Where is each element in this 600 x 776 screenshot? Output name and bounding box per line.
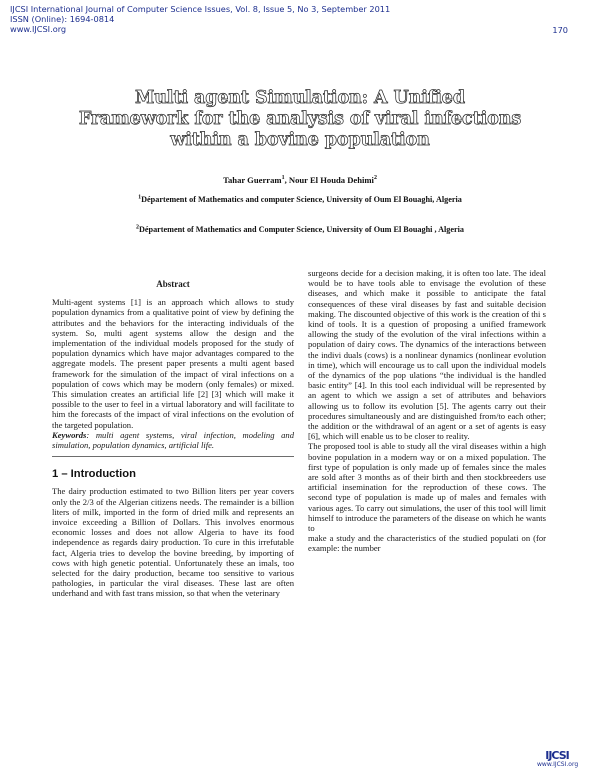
author-name: Nour El Houda Dehimi	[288, 175, 374, 185]
abstract-body: Multi-agent systems [1] is an approach which allows to study population dynamics from a qualitative point of view by defining the attributes and the behaviors for the interacting individuals of the system. So, multi agent systems allow the design and the implementation of the individual models proposed for the study of population dynamics which have major advantages compared to the aggregate models. The present paper presents a multi agent based framework for the simulation of the impact of viral infections on a population of cows which may be modern (only females) or mixed. This simulation creates an artificial life [2] [3] which will make it possible to the user to feel in a virtual laboratory and will facilitate to him the forecasts of the impact of viral infections on the evolution of the targeted population.	[52, 297, 294, 430]
author-separator: ,	[284, 175, 289, 185]
author-name: Tahar Guerram	[223, 175, 282, 185]
intro-paragraph-2: The proposed tool is able to study all the viral diseases within a high bovine population in a modern way or on a mixed population. The first type of population is only made up of females since the males are sold after 3 months as of their birth and then stockbreeders use artificial insemination for the reproduction of these cows. The second type of population is made up of males and females with various ages. To carry out simulations, the user of this tool will limit himself to introduce the parameters of the disease on which he wants to	[308, 441, 546, 534]
keywords	[52, 430, 294, 450]
ijcsi-logo	[537, 750, 577, 776]
section-heading: 1 – Introduction	[52, 468, 136, 481]
author-affil-mark: 1	[281, 175, 285, 182]
author-list	[100, 175, 500, 185]
title-line-2: Framework for the analysis of viral infections	[78, 109, 522, 129]
journal-line: IJCSI International Journal of Computer Science Issues, Vol. 8, Issue 5, No 3, September 2011	[10, 4, 391, 14]
issn-line: ISSN (Online): 1694-0814	[10, 14, 115, 24]
affil-text: Département of Mathematics and computer Science, University of Oum El Bouaghi, Algeria	[141, 195, 462, 204]
affiliation-2	[0, 225, 600, 234]
journal-url[interactable]: www.IJCSI.org	[10, 24, 67, 34]
intro-paragraph-continued: surgeons decide for a decision making, it is often too late. The ideal would be to have tools able to envisage the evolution of these diseases, and which make it possible to anticipate the fatal consequences of these viral diseases by fast and suitable decision making. The discounted objective of this work is the creation of thi s kind of tools. It is a question of proposing a unified framework allowing the study of the evolution of the viral infections within a population of dairy cows. The dynamics of the interactions between the indivi duals (cows) is a nonlinear dynamics (nonlinear evolution in time), which will encourage us to call upon the individual models of the dynamics of the pop ulations “the individual is the handled basic entity” [4]. In this tool each individual will be represented by an agent to which we assign a set of attributes and behaviors allowing us to follow its evolution [5]. The agents carry out their procedures simultaneously and are distinguished from/to each other; the addition or the withdrawal of an agent or a set of agents is easy [6], which will enable us to be closer to reality.	[308, 268, 546, 442]
affil-mark: 1	[138, 194, 142, 201]
page-number: 170	[552, 25, 568, 35]
abstract-heading: Abstract	[156, 279, 190, 289]
keywords-text: : multi agent systems, viral infection, modeling and simulation, population dynamics, artificial life.	[52, 429, 294, 451]
affil-text: Département of Mathematics and Computer Science, University of Oum El Bouaghi , Algeria	[138, 225, 465, 234]
author-affil-mark: 2	[373, 175, 377, 182]
ijcsi-logo-mark: IJCSI	[545, 749, 569, 762]
journal-header	[10, 4, 390, 34]
paper-title	[60, 88, 540, 151]
left-column	[52, 272, 294, 742]
keywords-label: Keywords	[52, 429, 87, 440]
right-column	[308, 268, 546, 748]
ijcsi-logo-url: www.IJCSI.org	[537, 761, 579, 768]
title-line-3: within a bovine population	[170, 130, 430, 150]
intro-paragraph: The dairy production estimated to two Billion liters per year covers only the 2/3 of the Algerian citizens needs. The remainder is a billion liters of milk, imported in the form of dried milk and represents an invoice exceeding a Billion of Dollars. This involves enormous economic losses and does not allow Algeria to have its food independence as regards dairy production. To cure in this irrefutable fact, Algeria tries to develop the bovine breeding, by importing of cows with high genetic potential. Unfortunately these an imals, too selected for the dairy production, became too sensitive to various pathologies, in particular the viral diseases. These last are often underhand and with fast trans mission, so that when the veterinary	[52, 486, 294, 599]
title-line-1: Multi agent Simulation: A Unified	[135, 88, 465, 108]
intro-paragraph-3: make a study and the characteristics of the studied populati on (for example: the number	[308, 533, 546, 554]
affil-mark: 2	[135, 224, 139, 231]
section-divider	[52, 456, 294, 457]
affiliation-1	[0, 195, 600, 204]
